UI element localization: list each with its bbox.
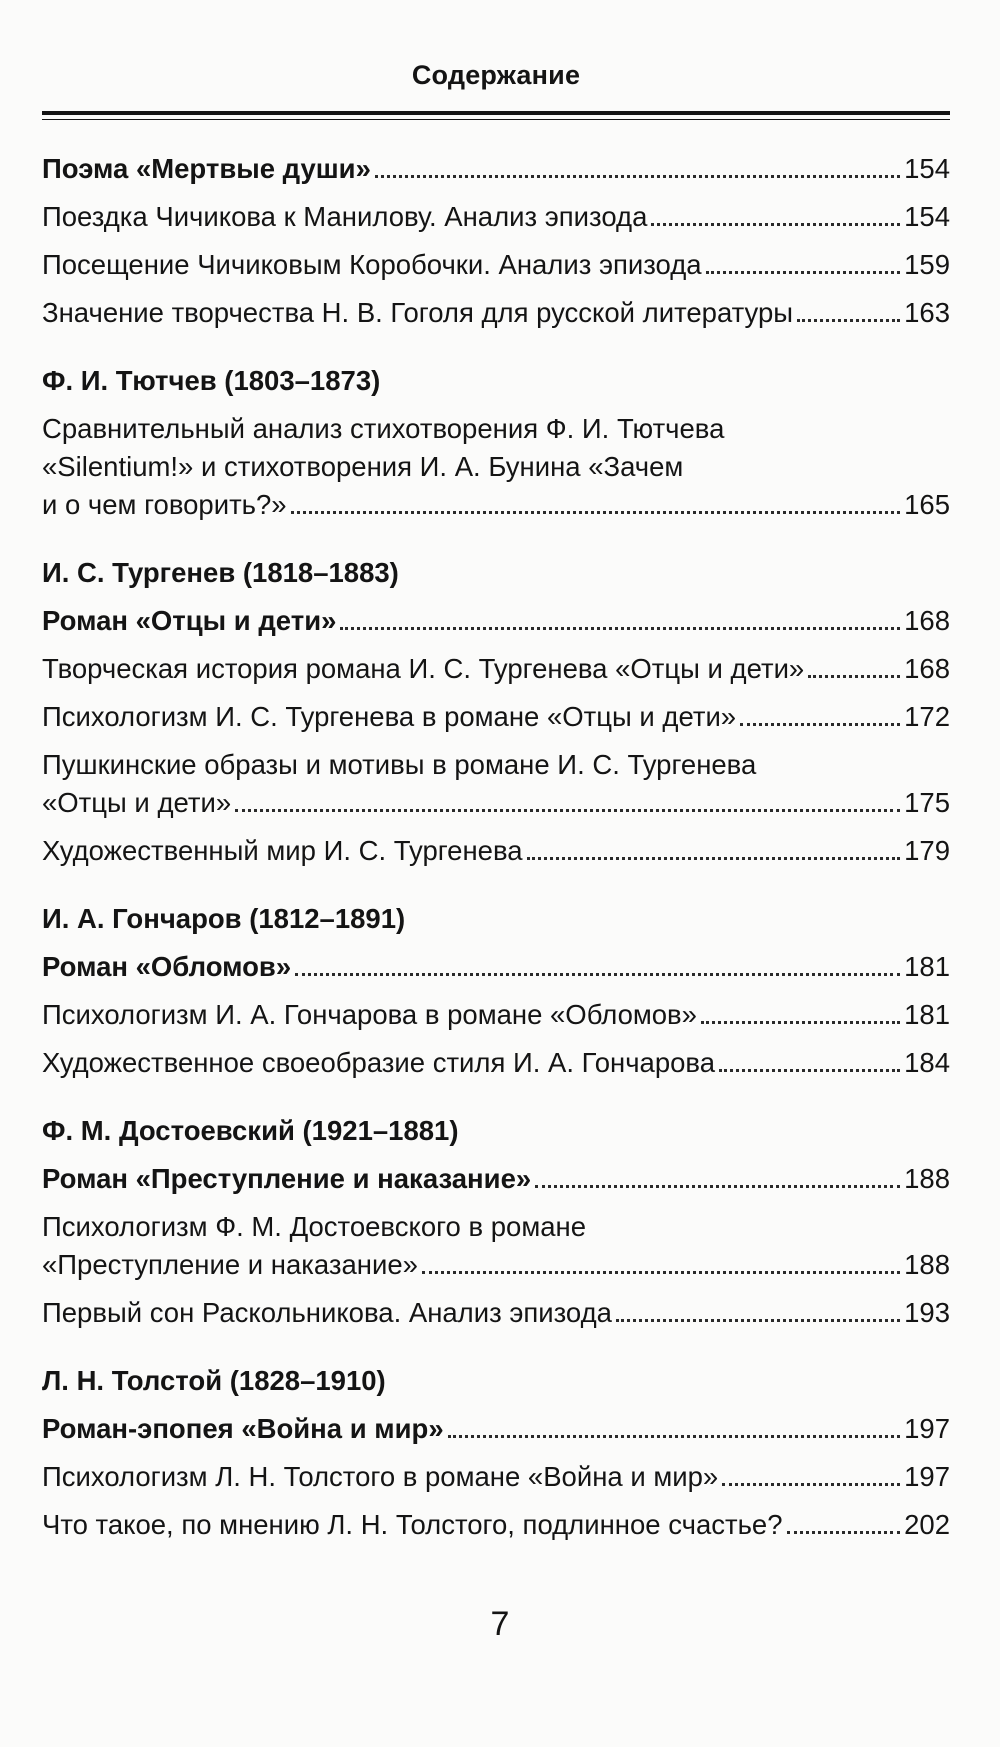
dot-leader <box>722 1483 900 1486</box>
toc-entry[interactable] <box>42 1044 950 1082</box>
toc-entry-title: Психологизм И. С. Тургенева в романе «Отцы и дети» <box>42 701 737 732</box>
dot-leader <box>706 271 901 274</box>
toc-page-number: 154 <box>904 153 950 184</box>
section-author-heading: И. А. Гончаров (1812–1891) <box>42 903 406 934</box>
header-rule-thick <box>42 111 950 115</box>
dot-leader <box>808 675 900 678</box>
toc-entry[interactable] <box>42 294 950 332</box>
toc-page-number: 163 <box>904 297 950 328</box>
toc-page-number: 168 <box>904 653 950 684</box>
toc-page-number: 193 <box>904 1297 950 1328</box>
toc-entry-title: Психологизм Л. Н. Толстого в романе «Война и мир» <box>42 1461 719 1492</box>
toc-entry-title: «Преступление и наказание» <box>42 1249 418 1280</box>
toc-page-number: 172 <box>904 701 950 732</box>
toc-work-entry[interactable] <box>42 948 950 986</box>
toc-entry[interactable] <box>42 1208 950 1284</box>
dot-leader <box>375 175 900 178</box>
dot-leader <box>787 1531 901 1534</box>
dot-leader <box>651 223 900 226</box>
toc-page-number: 202 <box>904 1509 950 1540</box>
dot-leader <box>448 1435 900 1438</box>
toc-entry-title: Роман «Обломов» <box>42 951 292 982</box>
toc-entry[interactable] <box>42 1458 950 1496</box>
toc-page-number: 154 <box>904 201 950 232</box>
dot-leader <box>535 1185 900 1188</box>
toc-entry[interactable] <box>42 246 950 284</box>
dot-leader <box>295 973 900 976</box>
page-header-title: Содержание <box>411 60 581 90</box>
toc-entry[interactable] <box>42 698 950 736</box>
dot-leader <box>740 723 900 726</box>
toc-page-number: 175 <box>904 787 950 818</box>
toc-work-entry[interactable] <box>42 150 950 188</box>
toc-entry[interactable] <box>42 410 950 524</box>
dot-leader <box>797 319 900 322</box>
table-of-contents <box>42 150 950 1554</box>
toc-entry[interactable] <box>42 996 950 1034</box>
page-number: 7 <box>490 1605 510 1643</box>
dot-leader <box>340 627 900 630</box>
toc-entry-title: и о чем говорить?» <box>42 489 287 520</box>
toc-entry-title: Роман «Отцы и дети» <box>42 605 337 636</box>
dot-leader <box>701 1021 900 1024</box>
toc-entry[interactable] <box>42 198 950 236</box>
toc-entry-title: Поездка Чичикова к Манилову. Анализ эпизода <box>42 201 648 232</box>
toc-entry[interactable] <box>42 746 950 822</box>
dot-leader <box>235 809 900 812</box>
section-author-heading: Ф. М. Достоевский (1921–1881) <box>42 1115 459 1146</box>
toc-entry-title: Роман «Преступление и наказание» <box>42 1163 532 1194</box>
dot-leader <box>719 1069 900 1072</box>
toc-entry-title: Поэма «Мертвые души» <box>42 153 371 184</box>
toc-entry-title: Первый сон Раскольникова. Анализ эпизода <box>42 1297 612 1328</box>
toc-entry-title-line: «Silentium!» и стихотворения И. А. Бунина «Зачем <box>42 451 684 482</box>
section-author-heading: И. С. Тургенев (1818–1883) <box>42 557 399 588</box>
section-author-heading: Ф. И. Тютчев (1803–1873) <box>42 365 381 396</box>
toc-page-number: 197 <box>904 1461 950 1492</box>
toc-entry-title: Творческая история романа И. С. Тургенева «Отцы и дети» <box>42 653 805 684</box>
dot-leader <box>422 1271 900 1274</box>
toc-page-number: 159 <box>904 249 950 280</box>
toc-entry[interactable] <box>42 1294 950 1332</box>
toc-entry[interactable] <box>42 650 950 688</box>
toc-entry-title: Художественный мир И. С. Тургенева <box>42 835 523 866</box>
toc-entry-title: Посещение Чичиковым Коробочки. Анализ эпизода <box>42 249 702 280</box>
dot-leader <box>616 1319 900 1322</box>
toc-page-number: 165 <box>904 489 950 520</box>
toc-page-number: 188 <box>904 1249 950 1280</box>
toc-entry-title-line: Сравнительный анализ стихотворения Ф. И. Тютчева <box>42 413 725 444</box>
header-rule-thin <box>42 119 950 120</box>
toc-entry-title: «Отцы и дети» <box>42 787 232 818</box>
toc-page-number: 181 <box>904 951 950 982</box>
toc-page-number: 179 <box>904 835 950 866</box>
toc-entry-title: Роман-эпопея «Война и мир» <box>42 1413 444 1444</box>
toc-page-number: 184 <box>904 1047 950 1078</box>
toc-work-entry[interactable] <box>42 1160 950 1198</box>
section-author-heading: Л. Н. Толстой (1828–1910) <box>42 1365 386 1396</box>
dot-leader <box>527 857 901 860</box>
toc-page-number: 197 <box>904 1413 950 1444</box>
dot-leader <box>291 511 901 514</box>
toc-page-number: 168 <box>904 605 950 636</box>
toc-entry-title: Что такое, по мнению Л. Н. Толстого, подлинное счастье? <box>42 1509 783 1540</box>
toc-work-entry[interactable] <box>42 602 950 640</box>
toc-page-number: 181 <box>904 999 950 1030</box>
toc-entry-title: Художественное своеобразие стиля И. А. Гончарова <box>42 1047 715 1078</box>
toc-entry-title-line: Пушкинские образы и мотивы в романе И. С. Тургенева <box>42 749 757 780</box>
toc-entry[interactable] <box>42 832 950 870</box>
toc-entry-title-line: Психологизм Ф. М. Достоевского в романе <box>42 1211 586 1242</box>
toc-entry[interactable] <box>42 1506 950 1544</box>
toc-page-number: 188 <box>904 1163 950 1194</box>
toc-entry-title: Психологизм И. А. Гончарова в романе «Обломов» <box>42 999 697 1030</box>
toc-entry-title: Значение творчества Н. В. Гоголя для русской литературы <box>42 297 794 328</box>
toc-work-entry[interactable] <box>42 1410 950 1448</box>
